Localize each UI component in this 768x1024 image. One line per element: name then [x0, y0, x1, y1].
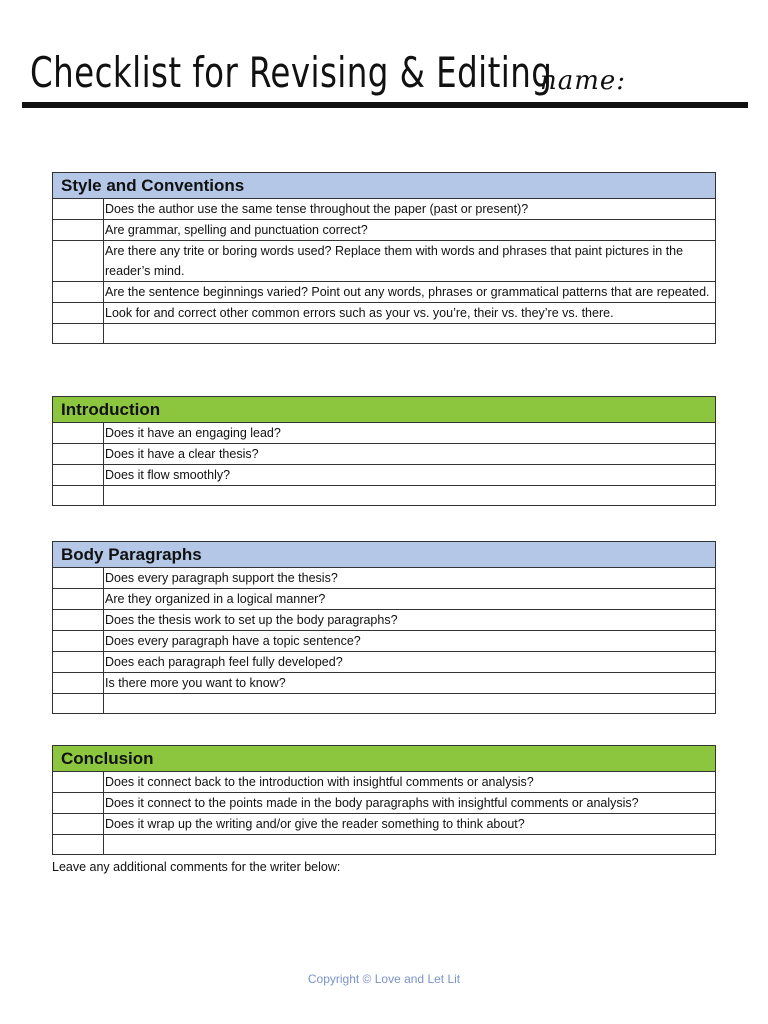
table-row — [53, 282, 715, 303]
check-box[interactable] — [53, 220, 104, 240]
table-row — [53, 610, 715, 631]
check-box[interactable] — [53, 835, 104, 854]
check-box[interactable] — [53, 631, 104, 651]
table-row — [53, 631, 715, 652]
check-box[interactable] — [53, 589, 104, 609]
table-row — [53, 486, 715, 505]
checklist-item: Is there more you want to know? — [105, 676, 286, 690]
check-box[interactable] — [53, 282, 104, 302]
table-row — [53, 199, 715, 220]
copyright-notice: Copyright © Love and Let Lit — [307, 972, 461, 986]
table-row — [53, 589, 715, 610]
check-box[interactable] — [53, 241, 104, 281]
checklist-item: Does every paragraph support the thesis? — [105, 571, 338, 585]
body-paragraphs-table — [52, 541, 716, 714]
table-row — [53, 835, 715, 854]
checklist-item-blank[interactable] — [104, 486, 715, 505]
section-header-style: Style and Conventions — [53, 173, 715, 199]
check-box[interactable] — [53, 772, 104, 792]
table-row — [53, 303, 715, 324]
check-box[interactable] — [53, 423, 104, 443]
check-box[interactable] — [53, 610, 104, 630]
table-row — [53, 444, 715, 465]
page-title: Checklist for Revising & Editing — [30, 48, 553, 97]
conclusion-table — [52, 745, 716, 855]
checklist-item: Look for and correct other common errors such as your vs. you’re, their vs. they’re vs. there. — [105, 306, 614, 320]
style-conventions-table — [52, 172, 716, 344]
check-box[interactable] — [53, 324, 104, 343]
table-row — [53, 241, 715, 282]
checklist-item: Does it flow smoothly? — [105, 468, 231, 482]
title-underline — [22, 102, 748, 108]
checklist-item: Does it have a clear thesis? — [105, 447, 259, 461]
check-box[interactable] — [53, 793, 104, 813]
check-box[interactable] — [53, 486, 104, 505]
check-box[interactable] — [53, 694, 104, 713]
checklist-item: Does every paragraph have a topic sentence? — [105, 634, 361, 648]
checklist-item-blank[interactable] — [104, 324, 715, 343]
checklist-item: Are grammar, spelling and punctuation correct? — [105, 223, 368, 237]
section-header-conclusion: Conclusion — [53, 746, 715, 772]
checklist-item-blank[interactable] — [104, 694, 715, 713]
checklist-item: Does each paragraph feel fully developed? — [105, 655, 343, 669]
checklist-item: Are there any trite or boring words used? Replace them with words and phrases that paint pictures in the reader’s mind. — [105, 244, 684, 278]
section-header-body: Body Paragraphs — [53, 542, 715, 568]
introduction-table — [52, 396, 716, 506]
checklist-item-blank[interactable] — [104, 835, 715, 854]
checklist-item: Does it have an engaging lead? — [105, 426, 281, 440]
checklist-item: Are they organized in a logical manner? — [105, 592, 326, 606]
check-box[interactable] — [53, 814, 104, 834]
table-row — [53, 652, 715, 673]
checklist-item: Does the author use the same tense throughout the paper (past or present)? — [105, 202, 529, 216]
table-row — [53, 465, 715, 486]
comments-prompt: Leave any additional comments for the writer below: — [52, 860, 341, 874]
table-row — [53, 814, 715, 835]
page-header — [22, 40, 748, 110]
table-row — [53, 694, 715, 713]
section-header-introduction: Introduction — [53, 397, 715, 423]
check-box[interactable] — [53, 673, 104, 693]
check-box[interactable] — [53, 568, 104, 588]
checklist-item: Does it connect to the points made in the body paragraphs with insightful comments or analysis? — [105, 796, 639, 810]
table-row — [53, 673, 715, 694]
name-label: name: — [540, 66, 627, 96]
checklist-item: Are the sentence beginnings varied? Point out any words, phrases or grammatical patterns that are repeated. — [105, 285, 710, 299]
table-row — [53, 568, 715, 589]
table-row — [53, 220, 715, 241]
checklist-item: Does it connect back to the introduction with insightful comments or analysis? — [105, 775, 534, 789]
table-row — [53, 324, 715, 343]
check-box[interactable] — [53, 652, 104, 672]
table-row — [53, 793, 715, 814]
check-box[interactable] — [53, 199, 104, 219]
checklist-item: Does it wrap up the writing and/or give the reader something to think about? — [105, 817, 525, 831]
table-row — [53, 772, 715, 793]
check-box[interactable] — [53, 465, 104, 485]
checklist-item: Does the thesis work to set up the body paragraphs? — [105, 613, 398, 627]
table-row — [53, 423, 715, 444]
check-box[interactable] — [53, 303, 104, 323]
check-box[interactable] — [53, 444, 104, 464]
